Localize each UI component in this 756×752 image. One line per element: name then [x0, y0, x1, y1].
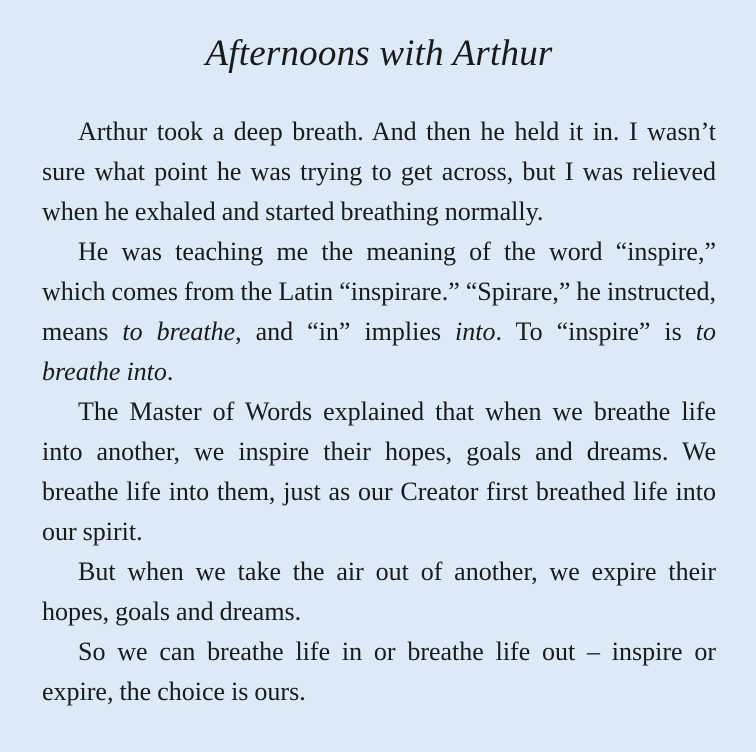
- text-run: . To “inspire” is: [495, 317, 696, 346]
- italic-run: to breathe into: [42, 317, 716, 386]
- chapter-body: [42, 112, 716, 712]
- text-run: .: [166, 357, 174, 386]
- italic-run: to breathe: [122, 317, 236, 346]
- paragraph: [42, 112, 716, 232]
- paragraph: [42, 552, 716, 632]
- italic-run: into: [455, 317, 496, 346]
- paragraph: [42, 392, 716, 552]
- text-run: So we can breathe life in or breathe life out – inspire or expire, the choice is ours.: [42, 637, 716, 706]
- chapter-title: Afternoons with Arthur: [205, 33, 553, 74]
- text-run: Arthur took a deep breath. And then he held it in. I wasn’t sure what point he was trying to get across, but I was relieved when he exhaled and started breathing normally.: [42, 117, 716, 226]
- text-run: , and “in” implies: [235, 317, 456, 346]
- paragraph: [42, 632, 716, 712]
- text-run: The Master of Words explained that when we breathe life into another, we inspire their hopes, goals and dreams. We breathe life into them, just as our Creator first breathed life into our spirit.: [42, 397, 716, 546]
- text-run: He was teaching me the meaning of the word “inspire,” which comes from the Latin “inspirare.” “Spirare,” he instructed, means: [42, 237, 716, 346]
- text-run: But when we take the air out of another, we expire their hopes, goals and dreams.: [42, 557, 716, 626]
- paragraph: [42, 232, 716, 392]
